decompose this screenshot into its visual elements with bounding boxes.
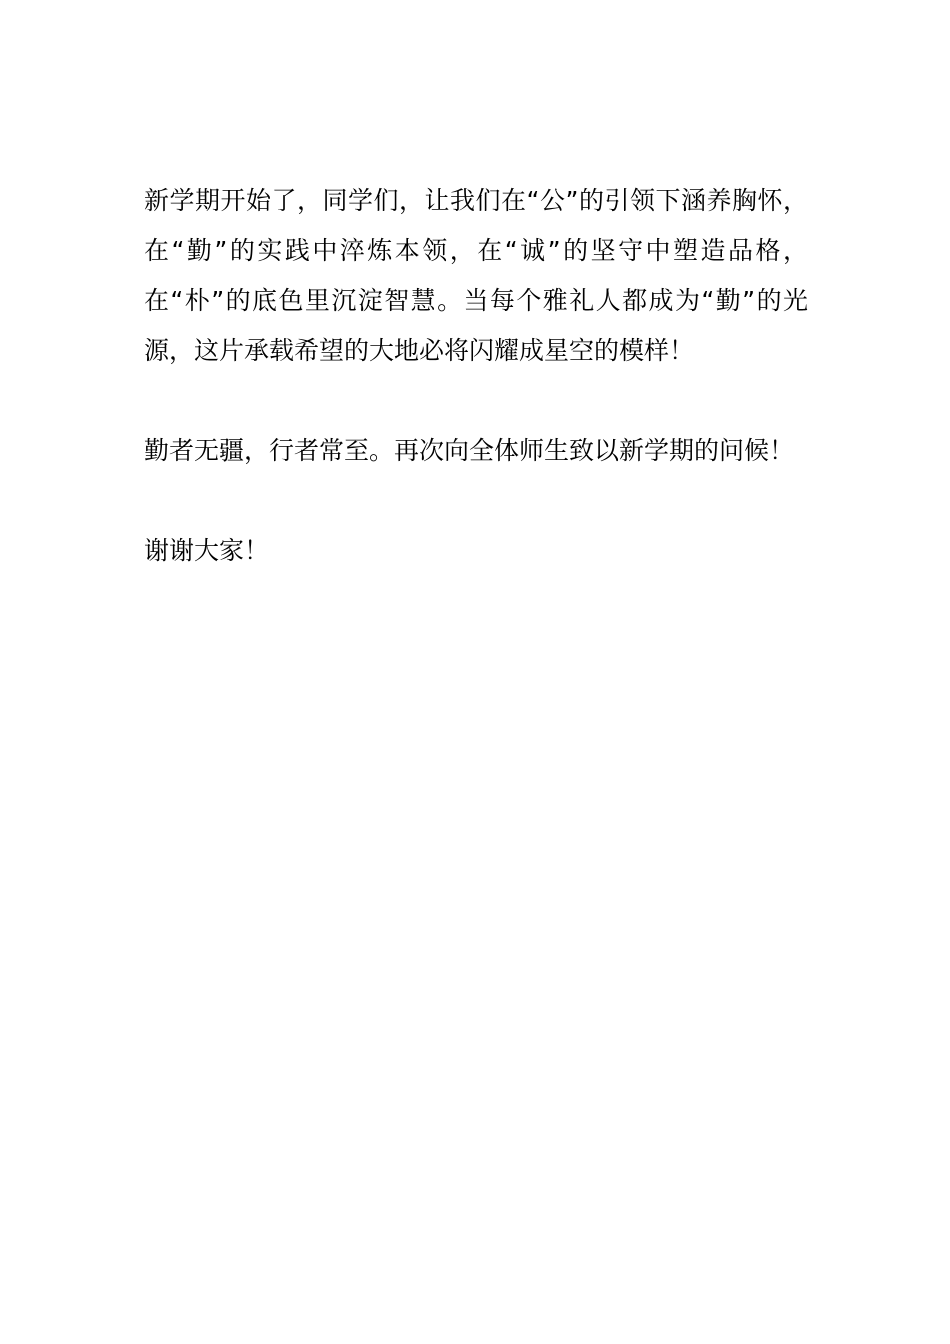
paragraph-closing-wish: 新学期开始了，同学们，让我们在“公”的引领下涵养胸怀，在“勤”的实践中淬炼本领，在“诚”的坚守中塑造品格，在“朴”的底色里沉淀智慧。当每个雅礼人都成为“勤”的光源，这片承载希望的大地必将闪耀成星空的模样！: [144, 186, 808, 365]
paragraph-thanks: 谢谢大家！: [144, 536, 270, 565]
paragraph-greeting: 勤者无疆，行者常至。再次向全体师生致以新学期的问候！: [144, 436, 795, 465]
document-body: [144, 176, 808, 576]
